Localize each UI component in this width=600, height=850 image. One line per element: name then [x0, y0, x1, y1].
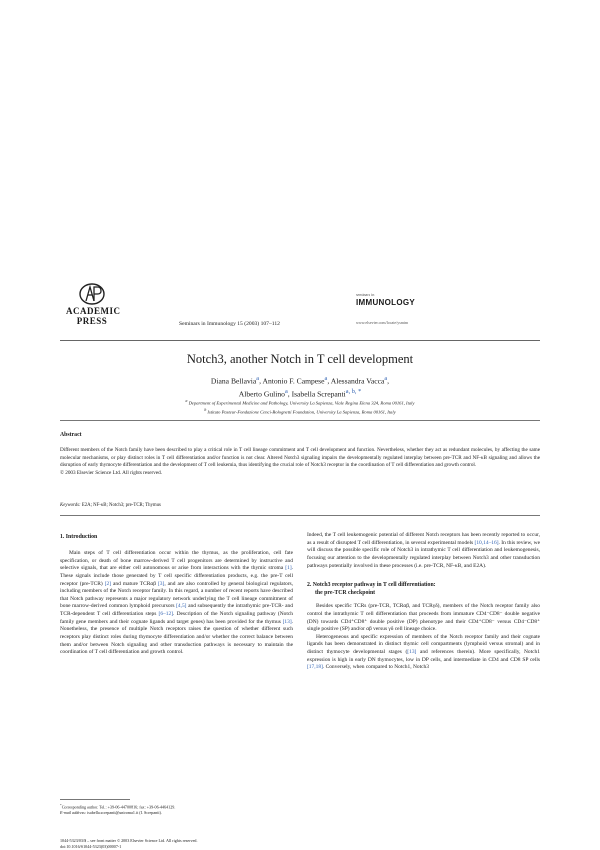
citation-link[interactable]: [1] [285, 565, 292, 572]
author-name: Alberto Gulino [238, 389, 285, 399]
author-line-2: Alberto Gulino$^a$, Isabella Screpanti$^{a, b, *}$ [238, 388, 362, 399]
email-line: E-mail address: isabella.screpanti@uniroma1.it (I. Screpanti). [60, 810, 162, 816]
author-list [60, 374, 540, 400]
series-top-text: seminars in [356, 292, 375, 297]
affiliation-b: $^b$ Istituto Pasteur-Fondazione Cenci-Bolognetti Foundation, University La Sapienza, Roma 00161, Italy [204, 407, 396, 415]
citation-link[interactable]: [4,5] [176, 603, 187, 610]
journal-series-box [356, 292, 428, 325]
issn-line: 1044-5323/03/$ – see front matter © 2003 Elsevier Science Ltd. All rights reserved. [60, 838, 198, 843]
series-url[interactable]: www.elsevier.com/locate/ysmim [356, 320, 409, 325]
right-column [307, 532, 540, 672]
citation-link[interactable]: [10,14–16] [474, 539, 499, 546]
page-bottom-info [60, 838, 360, 850]
abstract-top-divider [60, 420, 540, 421]
author-line-1: Diana Bellavia$^a$, Antonio F. Campese$^a$, Alessandra Vacca$^a$, [210, 375, 390, 386]
author-sup[interactable]: a [256, 375, 260, 382]
publisher-logo [66, 282, 121, 326]
corresponding-author: *Corresponding author. Tel.: +39-06-44700816; fax: +39-06-4464129. [60, 803, 176, 810]
citation-link[interactable]: [6–12] [158, 611, 174, 617]
keywords-label: Keywords: [60, 503, 81, 508]
section-2-paragraph-2: Heterogeneous and specific expression of members of the Notch receptor family and their cognate ligands has been demonstrated in distinct thymic cell compartments (lymphoid versus stromal) and in distinct thymocyte developmental stages ([13] and references therein). More specifically, Notch1 expression is high in early DN thymocytes, low in DP cells, and intermediate in CD4 and CD8 SP cells [17,18]. Conversely, when compared to Notch1, Notch3 [307, 633, 540, 671]
citation-link[interactable]: [13] [282, 618, 292, 625]
intro-paragraph: Main steps of T cell differentiation occur within the thymus, as the proliferation, cell fate specification, or death of bone marrow-derived T cell progenitors are determined by instructive and selective signals, that are either cell autonomous or arise from interactions with the thymic stroma [1]. These signals include those generated by T cell specific differentiation products, e.g. the pre-T cell receptor (pre-TCR) [2] and mature TCRαβ [3], and are also controlled by general biological regulators, including members of the Notch receptor family. In this regard, a number of recent reports have described that Notch pathway represents a major regulatory network underlying the T cell lineage commitment of bone marrow-derived common lymphoid precursors [4,5] and subsequently the intrathymic pre-TCR- and TCR-dependent T cell differentiation steps [6–12]. Description of the Notch signaling pathway (Notch family gene members and their cognate ligands and target genes) has been provided for the thymus [13]. Nonetheless, the presence of multiple Notch receptors raises the question of whether different such receptors play distinct roles during thymocyte differentiation and/or whether the correct balance between them and/or between Notch signaling and other transduction pathways is necessary to maintain the coordination of T cell differentiation and growth control. [60, 550, 293, 656]
keywords-list: E2A; NF-κB; Notch3; pre-TCR; Thymus [81, 503, 161, 508]
section-2-heading: 2. Notch3 receptor pathway in T cell differentiation: the pre-TCR checkpoint [307, 582, 436, 596]
author-sup[interactable]: a [324, 375, 328, 382]
author-sup[interactable]: a, b, * [345, 388, 362, 396]
email-address[interactable]: isabella.screpanti@uniroma1.it (I. Screpanti). [87, 810, 162, 816]
abstract-heading: Abstract [60, 432, 82, 438]
keywords-divider [60, 515, 540, 516]
footnote-divider [60, 799, 130, 800]
author-sup[interactable]: a [284, 388, 288, 396]
affiliations [60, 398, 540, 415]
citation-link[interactable]: [2] [104, 580, 112, 587]
citation-link[interactable]: [3] [157, 580, 165, 587]
section-2-paragraph-1: Besides specific TCRs (pre-TCR, TCRαβ, and TCRγδ), members of the Notch receptor family also control the intrathymic T cell differentiation that proceeds from immature CD4⁻CD8⁻ double negative (DN) towards CD4⁺CD8⁺ double positive (DP) phenotype and their CD4⁺CD8⁻ versus CD4⁻CD8⁺ single positive (SP) and/or αβ versus γδ cell lineage choice. [307, 603, 540, 633]
footnote [60, 802, 300, 816]
citation-link[interactable]: [13] [407, 649, 417, 656]
abstract-text: Different members of the Notch family have been described to play a critical role in T cell lineage commitment and T cell development and function. Nevertheless, whether they act as redundant molecules, by affecting the same molecular mechanisms, or play distinct roles in T cell differentiation and/or function is not clear. Altered Notch3 signaling impairs the developmentally regulated interplay between pre-TCR and NF-κB signaling and allows the disruption of early thymocyte differentiation and the development of T cell leukemia, thus identifying the crucial role of Notch3 receptor in the coordination of T cell differentiation and growth control. [60, 447, 540, 469]
intro-continuation: Indeed, the T cell leukemogenic potential of different Notch receptors has been recently reported to occur, as a result of disrupted T cell differentiation, in several experimental models [10,14–16]. In this review, we will discuss the possible specific role of Notch3 in intrathymic T cell differentiation and leukemogenesis, focusing our attention to the developmentally regulated interplay between Notch3 and other transduction pathways potentially involved in these processes (i.e. pre-TCR, NF-κB, and E2A). [307, 532, 540, 569]
author-name: Diana Bellavia [210, 376, 257, 386]
publisher-name-line2: PRESS [76, 316, 108, 326]
author-name: Alessandra Vacca [330, 376, 385, 386]
journal-citation: Seminars in Immunology 15 (2003) 107–112 [179, 321, 280, 327]
academic-press-logo-icon [77, 282, 107, 306]
keywords [60, 503, 161, 508]
section-1-heading: 1. Introduction [60, 534, 98, 540]
doi-line[interactable]: doi:10.1016/S1044-5323(03)00007-1 [60, 843, 122, 849]
left-column [60, 550, 293, 657]
abstract-body [60, 447, 540, 477]
series-name: IMMUNOLOGY [356, 298, 415, 307]
header-divider [60, 340, 540, 341]
abstract-copyright: © 2003 Elsevier Science Ltd. All rights reserved. [60, 469, 163, 476]
affiliation-a: $^a$ Department of Experimental Medicine and Pathology, University La Sapienza, Viale Regina Elena 324, Roma 00161, Italy [185, 399, 415, 406]
article-title: Notch3, another Notch in T cell development [186, 352, 414, 366]
publisher-name-line1: ACADEMIC [66, 306, 121, 316]
author-name: Isabella Screpanti [291, 389, 346, 399]
author-sup[interactable]: a [384, 375, 388, 382]
citation-link[interactable]: [17,18] [307, 664, 323, 671]
author-name: Antonio F. Campese [262, 376, 325, 386]
